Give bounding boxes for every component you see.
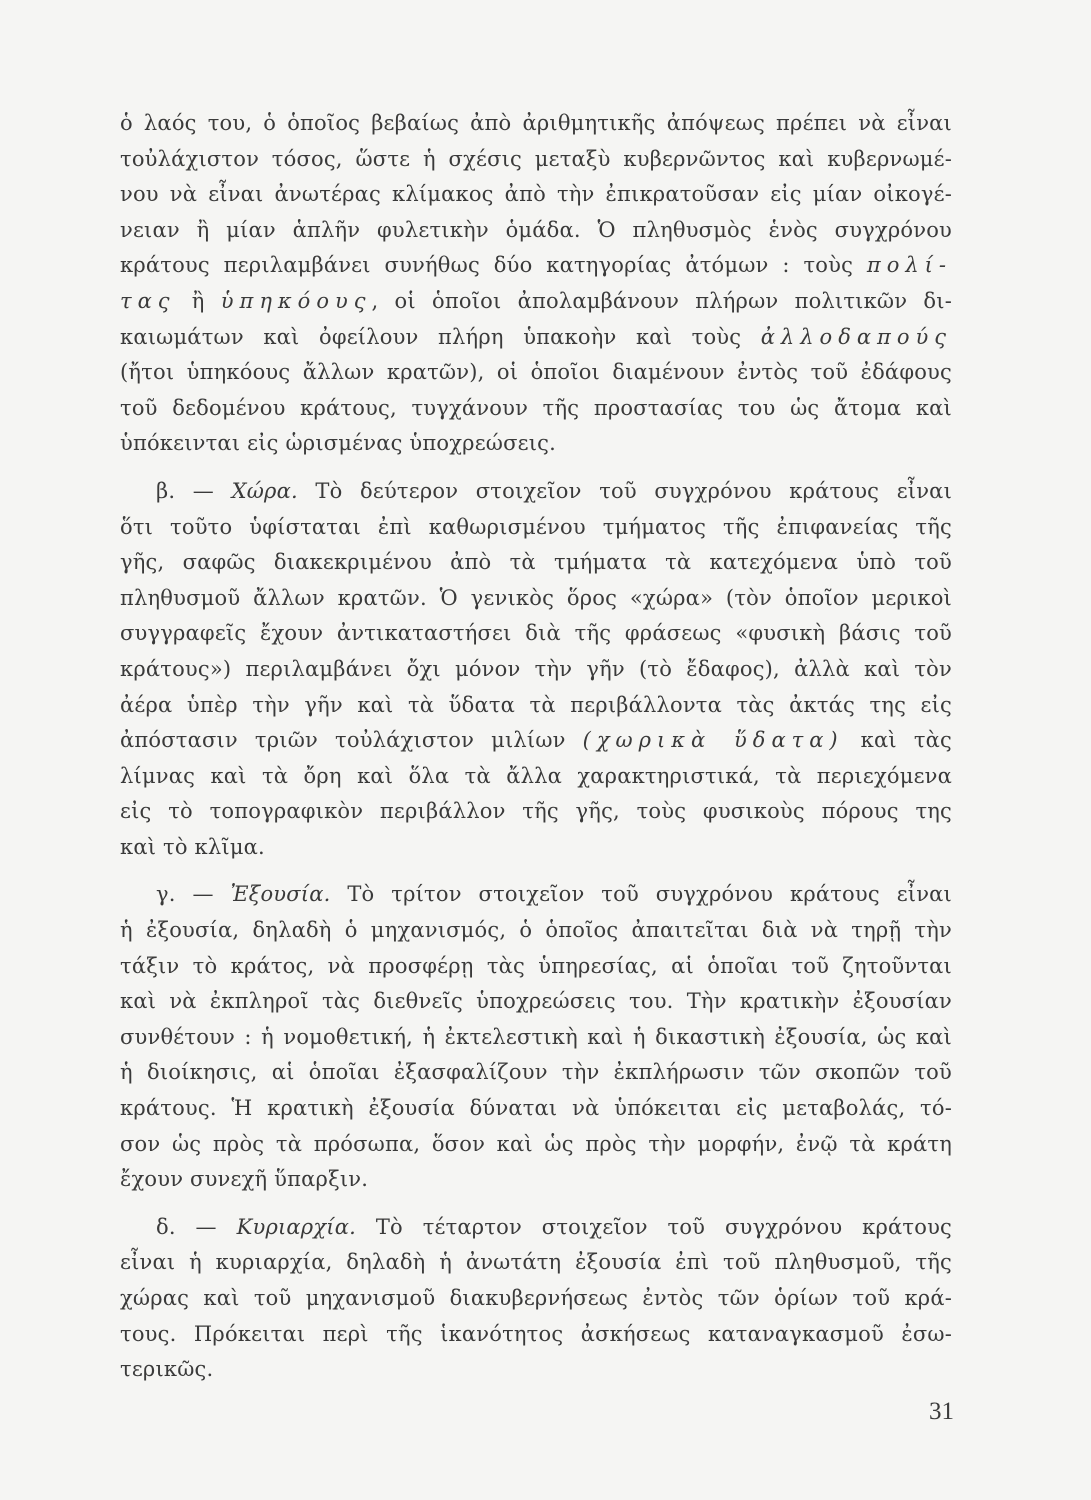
text-run: καὶ τὰς [843, 728, 952, 753]
text-line: τους. Πρόκειται περὶ τῆς ἱκανότητος ἀσκήσεως καταναγκασμοῦ ἐσω- [120, 1321, 952, 1346]
text-line: πληθυσμοῦ ἄλλων κρατῶν. Ὁ γενικὸς ὅρος «χώρα» (τὸν ὁποῖον μερικοὶ [120, 585, 952, 610]
text-line [120, 320, 952, 356]
text-line: τοῦ δεδομένου κράτους, τυγχάνουν τῆς προστασίας του ὡς ἄτομα καὶ [120, 395, 952, 420]
paragraph-authority [120, 877, 952, 1197]
text-line: κράτους») περιλαμβάνει ὄχι μόνον τὴν γῆν (τὸ ἔδαφος), ἀλλὰ καὶ τὸν [120, 656, 952, 681]
text-line: συνθέτουν : ἡ νομοθετική, ἡ ἐκτελεστικὴ καὶ ἡ δικαστικὴ ἐξουσία, ὡς καὶ [120, 1024, 952, 1049]
text-run: κράτους περιλαμβάνει συνήθως δύο κατηγορίας ἀτόμων : τοὺς [120, 253, 867, 278]
text-line: εἶναι ἡ κυριαρχία, δηλαδὴ ἡ ἀνωτάτη ἐξουσία ἐπὶ τοῦ πληθυσμοῦ, τῆς [120, 1250, 952, 1275]
text-line [120, 474, 952, 510]
text-line: (ἤτοι ὑπηκόους ἄλλων κρατῶν), οἱ ὁποῖοι διαμένουν ἐντὸς τοῦ ἐδάφους [120, 360, 952, 385]
text-line: συγγραφεῖς ἔχουν ἀντικαταστήσει διὰ τῆς φράσεως «φυσικὴ βάσις τοῦ [120, 621, 952, 646]
paragraph-sovereignty [120, 1210, 952, 1388]
text-line: τάξιν τὸ κράτος, νὰ προσφέρῃ τὰς ὑπηρεσίας, αἱ ὁποῖαι τοῦ ζητοῦνται [120, 953, 952, 978]
paragraph-territory [120, 474, 952, 866]
text-line: ἀέρα ὑπὲρ τὴν γῆν καὶ τὰ ὕδατα τὰ περιβάλλοντα τὰς ἀκτάς της εἰς [120, 692, 952, 717]
text-run: Τὸ δεύτερον στοιχεῖον τοῦ συγχρόνου κράτους εἶναι [297, 478, 953, 503]
text-line [120, 284, 952, 320]
text-line: ὅτι τοῦτο ὑφίσταται ἐπὶ καθωρισμένου τμήματος τῆς ἐπιφανείας τῆς [120, 514, 952, 539]
section-heading: Χώρα. [231, 478, 298, 503]
text-run: , οἱ ὁποῖοι ἀπολαμβάνουν πλήρων πολιτικῶν δι- [371, 288, 952, 313]
section-heading: Ἐξουσία. [230, 882, 331, 907]
text-line: τοὐλάχιστον τόσος, ὥστε ἡ σχέσις μεταξὺ κυβερνῶντος καὶ κυβερνωμέ- [120, 146, 952, 171]
text-line: ἡ διοίκησις, αἱ ὁποῖαι ἐξασφαλίζουν τὴν ἐκπλήρωσιν τῶν σκοπῶν τοῦ [120, 1060, 952, 1085]
text-line: κράτους. Ἡ κρατικὴ ἐξουσία δύναται νὰ ὑπόκειται εἰς μεταβολάς, τό- [120, 1096, 952, 1121]
text-line: λίμνας καὶ τὰ ὄρη καὶ ὅλα τὰ ἄλλα χαρακτηριστικά, τὰ περιεχόμενα [120, 763, 952, 788]
section-label: δ. — [156, 1214, 237, 1239]
paragraph-population [120, 106, 952, 462]
text-line: γῆς, σαφῶς διακεκριμένου ἀπὸ τὰ τμήματα τὰ κατεχόμενα ὑπὸ τοῦ [120, 550, 952, 575]
text-line [120, 877, 952, 913]
text-run: καιωμάτων καὶ ὀφείλουν πλήρη ὑπακοὴν καὶ τοὺς [120, 324, 761, 349]
text-run: ἢ [175, 288, 221, 313]
text-line [120, 1210, 952, 1246]
text-line: ἡ ἐξουσία, δηλαδὴ ὁ μηχανισμός, ὁ ὁποῖος ἀπαιτεῖται διὰ νὰ τηρῇ τὴν [120, 918, 952, 943]
term-territorial-waters: (χωρικὰ ὕδατα) [582, 728, 844, 753]
term-allodapous: ἀλλοδαπούς [760, 324, 952, 349]
section-label: β. — [156, 478, 232, 503]
text-line: νου νὰ εἶναι ἀνωτέρας κλίμακος ἀπὸ τὴν ἐπικρατοῦσαν εἰς μίαν οἰκογέ- [120, 182, 952, 207]
text-line: καὶ νὰ ἐκπληροῖ τὰς διεθνεῖς ὑποχρεώσεις του. Τὴν κρατικὴν ἐξουσίαν [120, 989, 952, 1014]
section-heading: Κυριαρχία. [236, 1214, 356, 1239]
body-text [120, 106, 952, 1388]
page-number: 31 [929, 1398, 954, 1425]
text-line: ἔχουν συνεχῆ ὕπαρξιν. [120, 1167, 369, 1192]
text-run: ἀπόστασιν τριῶν τοὐλάχιστον μιλίων [120, 728, 583, 753]
term-politas: πολί- [866, 253, 952, 278]
text-line [120, 723, 952, 759]
text-line: νειαν ἢ μίαν ἁπλῆν φυλετικὴν ὁμάδα. Ὁ πληθυσμὸς ἑνὸς συγχρόνου [120, 217, 952, 242]
text-line: χώρας καὶ τοῦ μηχανισμοῦ διακυβερνήσεως ἐντὸς τῶν ὁρίων τοῦ κρά- [120, 1286, 952, 1310]
text-line: καὶ τὸ κλῖμα. [120, 834, 265, 859]
text-line: ὑπόκεινται εἰς ὡρισμένας ὑποχρεώσεις. [120, 431, 556, 456]
term-ypikoous: ὑπηκόους [220, 288, 372, 313]
text-line [120, 248, 952, 284]
section-label: γ. — [156, 882, 231, 907]
text-line: σον ὡς πρὸς τὰ πρόσωπα, ὅσον καὶ ὡς πρὸς τὴν μορφήν, ἐνῷ τὰ κράτη [120, 1131, 952, 1156]
text-line: εἰς τὸ τοπογραφικὸν περιβάλλον τῆς γῆς, τοὺς φυσικοὺς πόρους της [120, 799, 952, 824]
text-run: Τὸ τέταρτον στοιχεῖον τοῦ συγχρόνου κράτους [355, 1214, 952, 1239]
text-line: τερικῶς. [120, 1357, 214, 1382]
term-politas-cont: τας [120, 288, 176, 313]
text-line: ὁ λαός του, ὁ ὁποῖος βεβαίως ἀπὸ ἀριθμητικῆς ἀπόψεως πρέπει νὰ εἶναι [120, 111, 952, 135]
text-run: Τὸ τρίτον στοιχεῖον τοῦ συγχρόνου κράτους εἶναι [330, 882, 952, 907]
